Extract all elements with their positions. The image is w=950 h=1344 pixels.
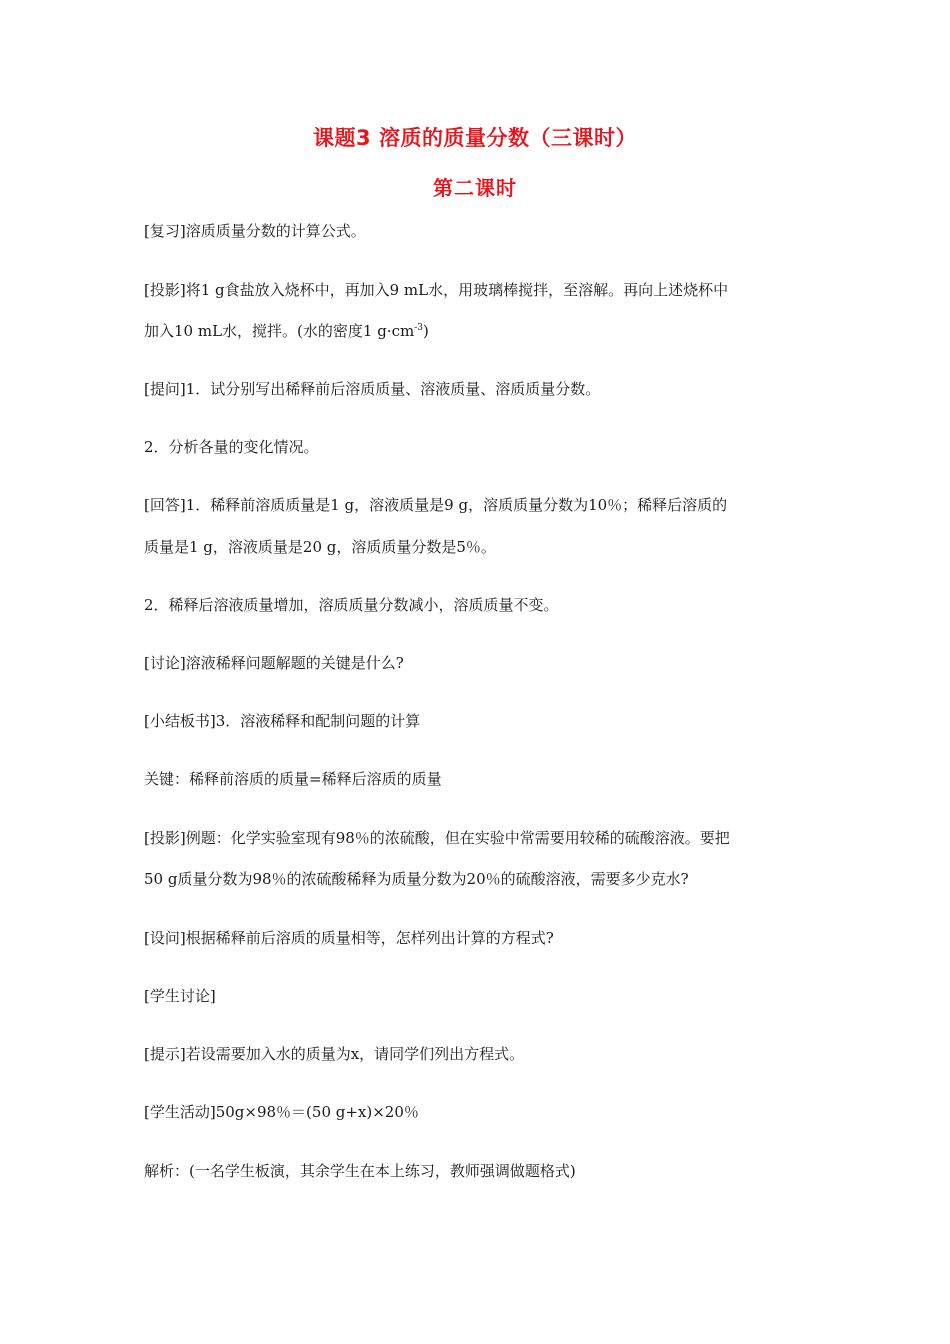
discussion-line: [讨论]溶液稀释问题解题的关键是什么? [144, 654, 404, 672]
example-line-2: 50 g质量分数为98％的浓硫酸稀释为质量分数为20％的硫酸溶液，需要多少克水? [144, 870, 689, 888]
question-line-2: 2．分析各量的变化情况。 [144, 438, 319, 456]
summary-line: [小结板书]3．溶液稀释和配制问题的计算 [144, 712, 421, 730]
question-line-1: [提问]1．试分别写出稀释前后溶质质量、溶液质量、溶质质量分数。 [144, 380, 601, 398]
answer-line-3: 2．稀释后溶液质量增加，溶质质量分数减小，溶质质量不变。 [144, 596, 559, 614]
student-discussion-line: [学生讨论] [144, 987, 216, 1005]
hint-line: [提示]若设需要加入水的质量为x，请同学们列出方程式。 [144, 1045, 525, 1063]
student-activity-line: [学生活动]50g×98％＝(50 g+x)×20％ [144, 1103, 419, 1121]
density-close: ) [422, 322, 429, 340]
analysis-line: 解析：(一名学生板演，其余学生在本上练习，教师强调做题格式) [144, 1162, 576, 1180]
answer-line-2: 质量是1 g，溶液质量是20 g，溶质质量分数是5％。 [144, 538, 496, 556]
example-line-1: [投影]例题：化学实验室现有98％的浓硫酸，但在实验中常需要用较稀的硫酸溶液。要把 [144, 829, 730, 847]
key-line: 关键：稀释前溶质的质量=稀释后溶质的质量 [144, 770, 442, 788]
page-title: 课题3 溶质的质量分数（三课时） [313, 126, 637, 150]
density-exponent: -3 [414, 323, 423, 333]
density-text: 加入10 mL水，搅拌。(水的密度1 g·cm [144, 322, 415, 340]
ask-line: [设问]根据稀释前后溶质的质量相等，怎样列出计算的方程式? [144, 929, 554, 947]
projection-line-2 [144, 320, 429, 342]
answer-line-1: [回答]1．稀释前溶质质量是1 g，溶液质量是9 g，溶质质量分数为10％；稀释后溶质的 [144, 496, 728, 514]
projection-line-1: [投影]将1 g食盐放入烧杯中，再加入9 mL水，用玻璃棒搅拌，至溶解。再向上述烧杯中 [144, 281, 729, 299]
review-line: [复习]溶质质量分数的计算公式。 [144, 222, 366, 240]
page-subtitle: 第二课时 [433, 176, 517, 200]
